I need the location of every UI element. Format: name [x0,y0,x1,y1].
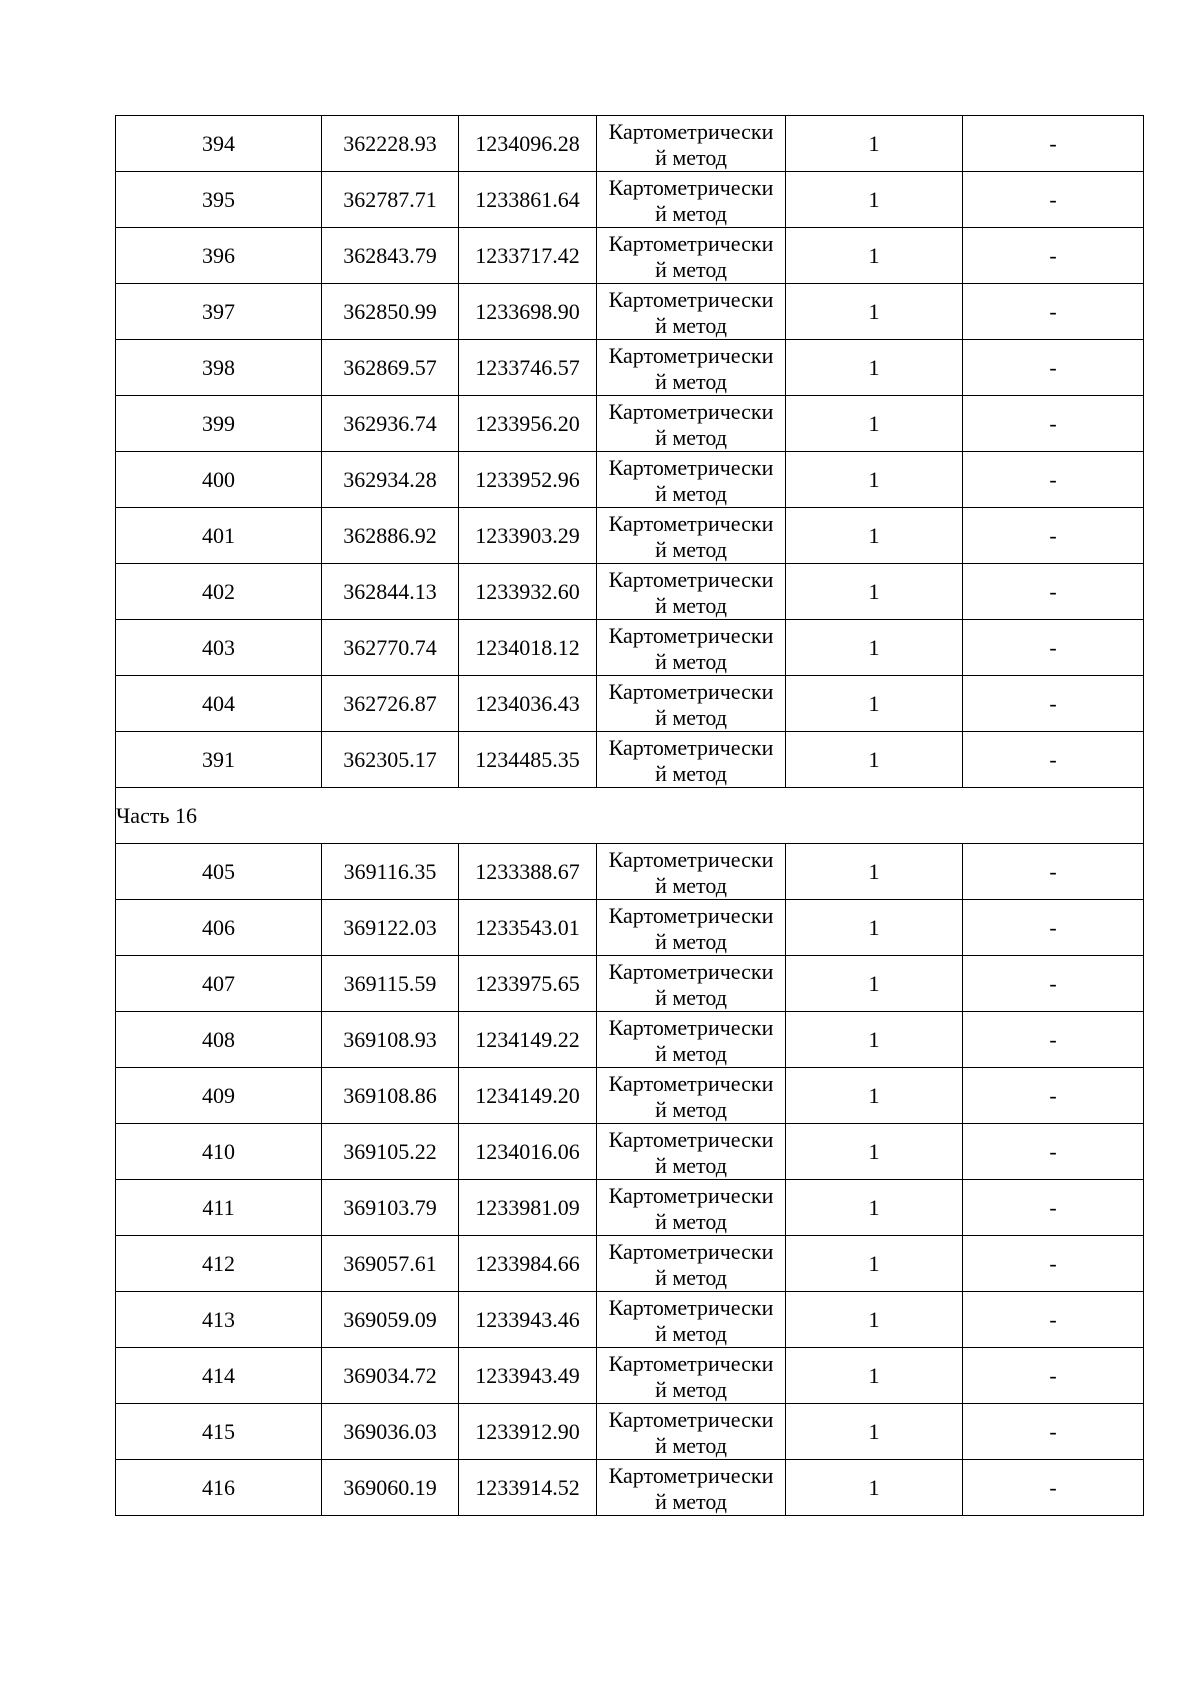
method-text-line1: Картометрически [608,1182,774,1208]
accuracy-cell: 1 [786,284,963,340]
method-text-line2: й метод [655,144,727,170]
x-coordinate-cell: 369059.09 [322,1292,459,1348]
description-cell: - [963,1180,1144,1236]
accuracy-cell: 1 [786,1404,963,1460]
accuracy-cell: 1 [786,844,963,900]
method-text-line1: Картометрически [608,118,774,144]
table-row [116,1292,1144,1348]
accuracy-cell: 1 [786,564,963,620]
accuracy-cell: 1 [786,228,963,284]
description-cell: - [963,1068,1144,1124]
description-cell: - [963,1012,1144,1068]
method-cell [597,228,786,284]
method-text-line1: Картометрически [608,1294,774,1320]
point-number-cell: 413 [116,1292,322,1348]
x-coordinate-cell: 362869.57 [322,340,459,396]
description-cell: - [963,732,1144,788]
method-text-line1: Картометрически [608,454,774,480]
method-text-line2: й метод [655,424,727,450]
y-coordinate-cell: 1233717.42 [459,228,597,284]
description-cell: - [963,116,1144,172]
method-text-line1: Картометрически [608,622,774,648]
y-coordinate-cell: 1234036.43 [459,676,597,732]
x-coordinate-cell: 369105.22 [322,1124,459,1180]
method-cell [597,1292,786,1348]
method-text-line1: Картометрически [608,398,774,424]
y-coordinate-cell: 1233903.29 [459,508,597,564]
method-text-line1: Картометрически [608,958,774,984]
point-number-cell: 409 [116,1068,322,1124]
method-text-line2: й метод [655,480,727,506]
description-cell: - [963,172,1144,228]
table-row [116,620,1144,676]
y-coordinate-cell: 1234149.22 [459,1012,597,1068]
method-cell [597,1180,786,1236]
point-number-cell: 412 [116,1236,322,1292]
point-number-cell: 405 [116,844,322,900]
method-cell [597,340,786,396]
x-coordinate-cell: 369108.93 [322,1012,459,1068]
y-coordinate-cell: 1233984.66 [459,1236,597,1292]
accuracy-cell: 1 [786,452,963,508]
method-cell [597,900,786,956]
table-row [116,228,1144,284]
table-row [116,1236,1144,1292]
accuracy-cell: 1 [786,956,963,1012]
table-row [116,1460,1144,1516]
point-number-cell: 411 [116,1180,322,1236]
description-cell: - [963,1124,1144,1180]
method-text-line2: й метод [655,648,727,674]
method-text-line2: й метод [655,928,727,954]
x-coordinate-cell: 369036.03 [322,1404,459,1460]
section-label: Часть 16 [116,788,1144,844]
table-row [116,172,1144,228]
method-cell [597,676,786,732]
description-cell: - [963,508,1144,564]
x-coordinate-cell: 362787.71 [322,172,459,228]
method-text-line2: й метод [655,1320,727,1346]
description-cell: - [963,340,1144,396]
point-number-cell: 410 [116,1124,322,1180]
y-coordinate-cell: 1233975.65 [459,956,597,1012]
table-row [116,284,1144,340]
x-coordinate-cell: 369103.79 [322,1180,459,1236]
point-number-cell: 408 [116,1012,322,1068]
method-cell [597,452,786,508]
method-text-line2: й метод [655,536,727,562]
description-cell: - [963,1404,1144,1460]
method-cell [597,284,786,340]
method-cell [597,116,786,172]
description-cell: - [963,396,1144,452]
point-number-cell: 402 [116,564,322,620]
x-coordinate-cell: 362305.17 [322,732,459,788]
table-row [116,452,1144,508]
method-text-line1: Картометрически [608,1406,774,1432]
description-cell: - [963,844,1144,900]
description-cell: - [963,1460,1144,1516]
accuracy-cell: 1 [786,1124,963,1180]
method-cell [597,396,786,452]
description-cell: - [963,900,1144,956]
point-number-cell: 400 [116,452,322,508]
x-coordinate-cell: 362770.74 [322,620,459,676]
accuracy-cell: 1 [786,620,963,676]
method-text-line1: Картометрически [608,566,774,592]
description-cell: - [963,1348,1144,1404]
method-text-line1: Картометрически [608,286,774,312]
point-number-cell: 399 [116,396,322,452]
description-cell: - [963,676,1144,732]
method-text-line1: Картометрически [608,1014,774,1040]
method-text-line1: Картометрически [608,510,774,536]
accuracy-cell: 1 [786,1236,963,1292]
accuracy-cell: 1 [786,508,963,564]
method-text-line2: й метод [655,200,727,226]
point-number-cell: 395 [116,172,322,228]
table-row [116,116,1144,172]
description-cell: - [963,956,1144,1012]
method-text-line1: Картометрически [608,342,774,368]
method-text-line1: Картометрически [608,1350,774,1376]
method-text-line2: й метод [655,984,727,1010]
method-text-line1: Картометрически [608,174,774,200]
method-cell [597,844,786,900]
method-text-line2: й метод [655,1096,727,1122]
method-text-line1: Картометрически [608,230,774,256]
method-text-line2: й метод [655,872,727,898]
method-text-line2: й метод [655,704,727,730]
method-text-line1: Картометрически [608,678,774,704]
y-coordinate-cell: 1233698.90 [459,284,597,340]
method-cell [597,1012,786,1068]
table-body [116,116,1144,1516]
method-text-line1: Картометрически [608,846,774,872]
x-coordinate-cell: 362886.92 [322,508,459,564]
table-row [116,844,1144,900]
coordinates-table [115,115,1144,1516]
x-coordinate-cell: 362934.28 [322,452,459,508]
method-cell [597,1404,786,1460]
accuracy-cell: 1 [786,172,963,228]
method-text-line1: Картометрически [608,902,774,928]
point-number-cell: 414 [116,1348,322,1404]
x-coordinate-cell: 369115.59 [322,956,459,1012]
x-coordinate-cell: 362843.79 [322,228,459,284]
description-cell: - [963,284,1144,340]
method-text-line2: й метод [655,760,727,786]
method-text-line1: Картометрически [608,734,774,760]
y-coordinate-cell: 1233956.20 [459,396,597,452]
y-coordinate-cell: 1234485.35 [459,732,597,788]
y-coordinate-cell: 1234016.06 [459,1124,597,1180]
x-coordinate-cell: 362936.74 [322,396,459,452]
point-number-cell: 398 [116,340,322,396]
point-number-cell: 396 [116,228,322,284]
point-number-cell: 404 [116,676,322,732]
accuracy-cell: 1 [786,900,963,956]
point-number-cell: 407 [116,956,322,1012]
table-row [116,956,1144,1012]
accuracy-cell: 1 [786,1460,963,1516]
method-text-line2: й метод [655,1432,727,1458]
method-cell [597,1460,786,1516]
accuracy-cell: 1 [786,1012,963,1068]
table-row [116,564,1144,620]
method-text-line1: Картометрически [608,1126,774,1152]
method-cell [597,620,786,676]
table-row [116,732,1144,788]
point-number-cell: 391 [116,732,322,788]
method-text-line1: Картометрически [608,1462,774,1488]
method-cell [597,1068,786,1124]
method-text-line2: й метод [655,1488,727,1514]
method-text-line2: й метод [655,256,727,282]
method-text-line2: й метод [655,1376,727,1402]
x-coordinate-cell: 369108.86 [322,1068,459,1124]
table-row [116,1180,1144,1236]
method-cell [597,172,786,228]
method-text-line2: й метод [655,592,727,618]
table-row [116,340,1144,396]
y-coordinate-cell: 1233943.46 [459,1292,597,1348]
accuracy-cell: 1 [786,1068,963,1124]
table-row [116,1012,1144,1068]
point-number-cell: 394 [116,116,322,172]
x-coordinate-cell: 369057.61 [322,1236,459,1292]
accuracy-cell: 1 [786,732,963,788]
description-cell: - [963,620,1144,676]
method-text-line2: й метод [655,312,727,338]
accuracy-cell: 1 [786,1348,963,1404]
table-row [116,900,1144,956]
method-cell [597,1348,786,1404]
table-row [116,508,1144,564]
y-coordinate-cell: 1233932.60 [459,564,597,620]
y-coordinate-cell: 1234018.12 [459,620,597,676]
accuracy-cell: 1 [786,340,963,396]
x-coordinate-cell: 369122.03 [322,900,459,956]
table-row [116,1068,1144,1124]
method-text-line2: й метод [655,1040,727,1066]
y-coordinate-cell: 1233388.67 [459,844,597,900]
point-number-cell: 415 [116,1404,322,1460]
accuracy-cell: 1 [786,1180,963,1236]
method-cell [597,732,786,788]
accuracy-cell: 1 [786,676,963,732]
description-cell: - [963,564,1144,620]
method-cell [597,564,786,620]
method-text-line1: Картометрически [608,1070,774,1096]
y-coordinate-cell: 1233943.49 [459,1348,597,1404]
point-number-cell: 406 [116,900,322,956]
x-coordinate-cell: 369034.72 [322,1348,459,1404]
x-coordinate-cell: 362726.87 [322,676,459,732]
x-coordinate-cell: 369116.35 [322,844,459,900]
table-row [116,676,1144,732]
description-cell: - [963,452,1144,508]
method-text-line2: й метод [655,368,727,394]
y-coordinate-cell: 1233746.57 [459,340,597,396]
y-coordinate-cell: 1233543.01 [459,900,597,956]
description-cell: - [963,1236,1144,1292]
description-cell: - [963,228,1144,284]
y-coordinate-cell: 1233952.96 [459,452,597,508]
table-row [116,1348,1144,1404]
x-coordinate-cell: 362844.13 [322,564,459,620]
method-cell [597,1124,786,1180]
y-coordinate-cell: 1233914.52 [459,1460,597,1516]
method-cell [597,956,786,1012]
method-text-line2: й метод [655,1152,727,1178]
point-number-cell: 416 [116,1460,322,1516]
x-coordinate-cell: 369060.19 [322,1460,459,1516]
accuracy-cell: 1 [786,1292,963,1348]
table-row [116,1124,1144,1180]
y-coordinate-cell: 1234149.20 [459,1068,597,1124]
y-coordinate-cell: 1233861.64 [459,172,597,228]
section-header-row [116,788,1144,844]
y-coordinate-cell: 1233912.90 [459,1404,597,1460]
method-text-line2: й метод [655,1208,727,1234]
accuracy-cell: 1 [786,396,963,452]
table-row [116,396,1144,452]
point-number-cell: 403 [116,620,322,676]
method-cell [597,508,786,564]
method-cell [597,1236,786,1292]
x-coordinate-cell: 362850.99 [322,284,459,340]
table-row [116,1404,1144,1460]
point-number-cell: 397 [116,284,322,340]
description-cell: - [963,1292,1144,1348]
point-number-cell: 401 [116,508,322,564]
x-coordinate-cell: 362228.93 [322,116,459,172]
y-coordinate-cell: 1234096.28 [459,116,597,172]
method-text-line1: Картометрически [608,1238,774,1264]
y-coordinate-cell: 1233981.09 [459,1180,597,1236]
accuracy-cell: 1 [786,116,963,172]
method-text-line2: й метод [655,1264,727,1290]
